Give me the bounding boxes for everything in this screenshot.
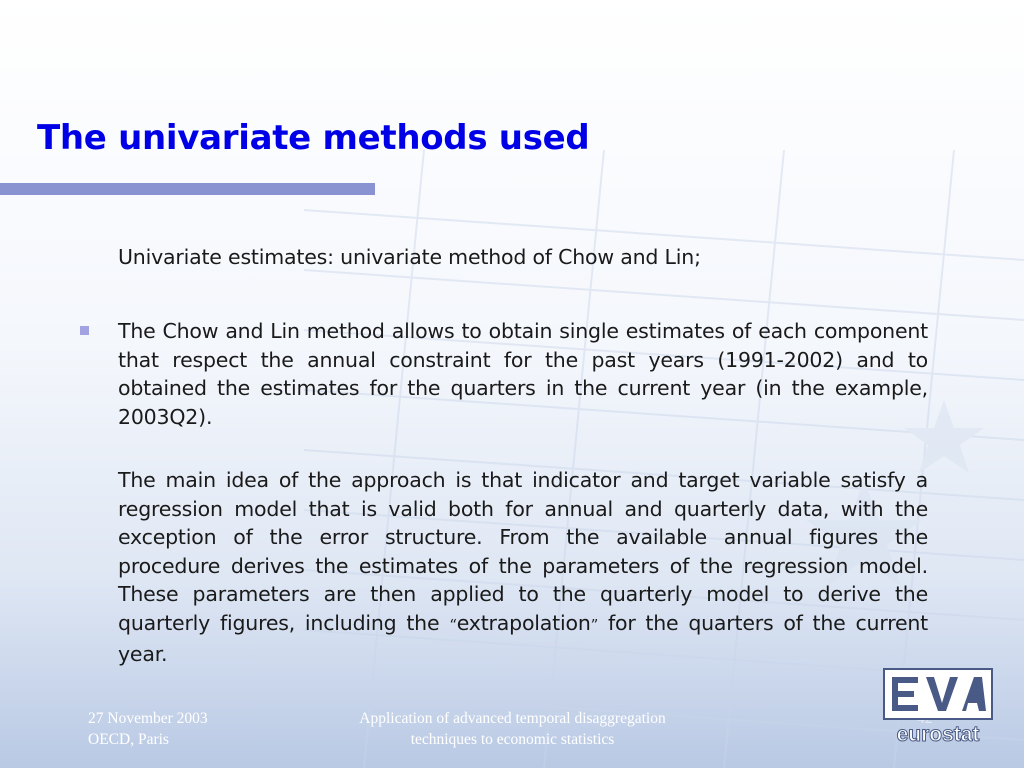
close-quote: ” (590, 615, 599, 634)
footer-date-venue (88, 708, 208, 750)
explanation-paragraph (118, 466, 928, 668)
footer-venue: OECD, Paris (88, 731, 169, 748)
footer-date: 27 November 2003 (88, 710, 208, 727)
quoted-term: extrapolation (456, 610, 591, 635)
square-bullet-icon (80, 326, 89, 335)
paragraph-main-text: The main idea of the approach is that indicator and target variable satisfy a regression model that is valid both for annual and quarterly data, with the exception of the error structure. From the available annual figures the procedure derives the estimates of the parameters of the regression model. These parameters are then applied to the quarterly model to derive the quarterly figures, including the (118, 468, 928, 635)
footer-title-line2: techniques to economic statistics (410, 731, 615, 748)
eurostat-logo-icon (882, 667, 994, 747)
lead-text: Univariate estimates: univariate method of Chow and Lin; (118, 245, 701, 269)
footer-title-line1: Application of advanced temporal disaggregation (359, 710, 666, 727)
slide-title: The univariate methods used (37, 118, 590, 158)
footer-presentation-title (300, 708, 725, 750)
paragraph-end-text: for the quarters of the current year. (118, 610, 929, 666)
logo-text: eurostat (896, 723, 980, 746)
title-underline-bar (0, 183, 375, 195)
bullet-paragraph: The Chow and Lin method allows to obtain single estimates of each component that respect the annual constraint for the past years (1991-2002) and to obtained the estimates for the quarters in the current year (in the example, 2003Q2). (118, 319, 928, 429)
open-quote: “ (449, 615, 457, 634)
